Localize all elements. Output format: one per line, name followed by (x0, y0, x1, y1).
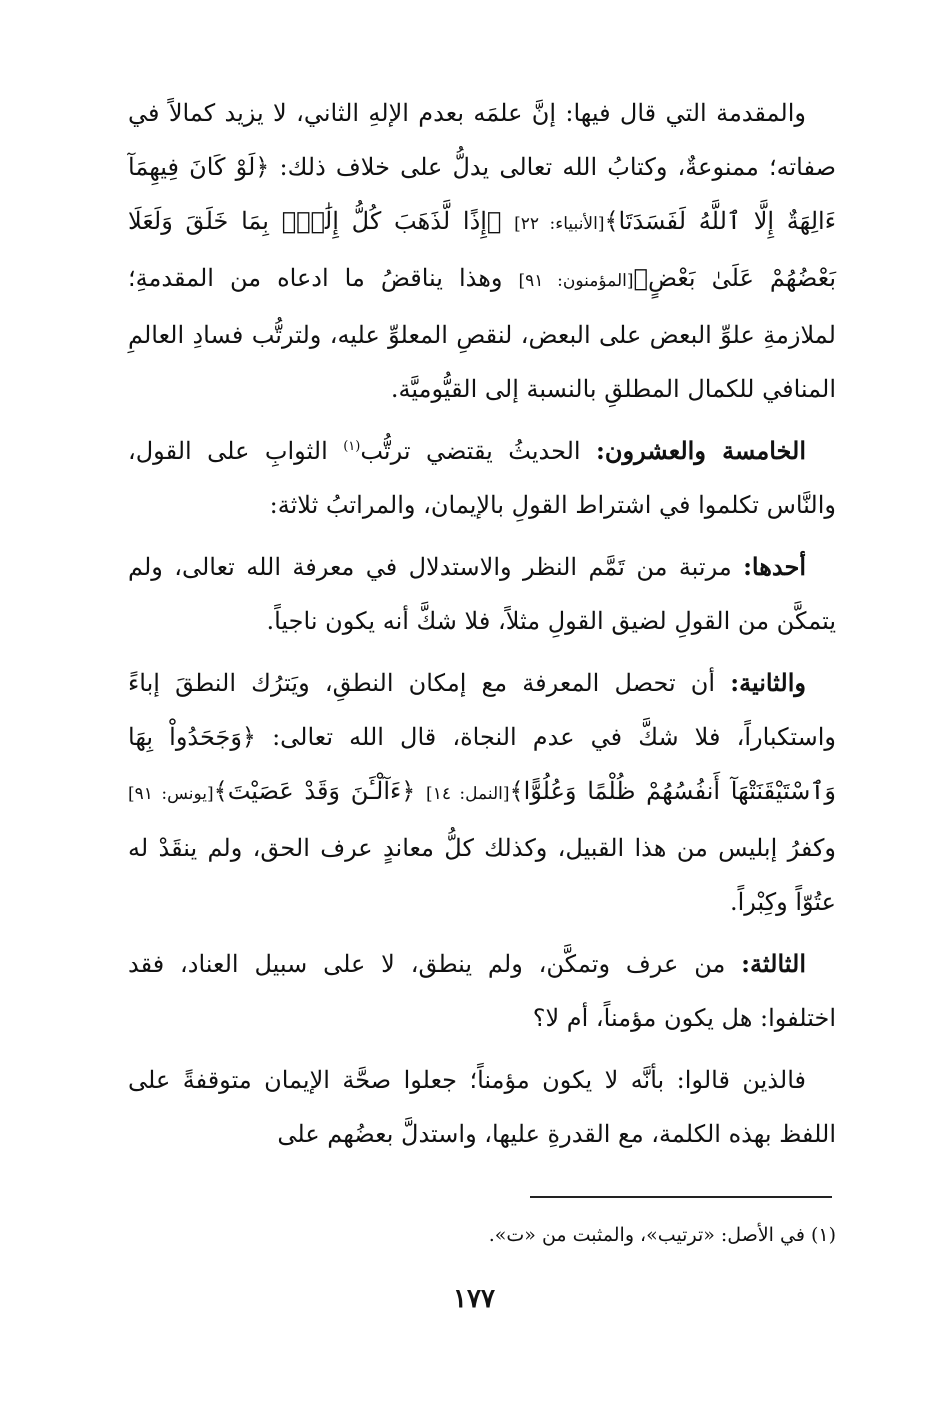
paragraph-third-rank (128, 937, 836, 1045)
verse-reference: [النمل: ١٤] (426, 784, 510, 804)
text-segment: من عرف وتمكَّن، ولم ينطق، لا على سبيل العناد، فقد اختلفوا: هل يكون مؤمناً، أم لا؟ (128, 950, 836, 1032)
paragraph-second-rank (128, 656, 836, 929)
text-segment: وهذا يناقضُ ما ادعاه من المقدمةِ؛ لملازمةِ علوِّ البعض على البعض، لنقصِ المعلوِّ عليه، ولترتُّب فسادِ العالمِ المنافي للكمال المطلقِ بالنسبة إلى القيُّوميَّة. (128, 264, 836, 403)
quran-verse: ﴿لَوْ كَانَ فِيهِمَآ ءَالِهَةٌ إِلَّا ٱللَّهُ لَفَسَدَتَا﴾ (128, 153, 836, 235)
quran-verse: ﴿ءَآلْـَٔنَ وَقَدْ عَصَيْتَ﴾ (213, 777, 416, 805)
page-number: ١٧٧ (453, 1284, 495, 1314)
quran-verse: ﴿إِذًا لَّذَهَبَ كُلُّ إِلَٰهِۭ بِمَا خَلَقَ وَلَعَلَا بَعْضُهُمْ عَلَىٰ بَعْضٍ﴾ (128, 207, 836, 292)
text-segment: والمقدمة التي قال فيها: إنَّ علمَه بعدم الإلهِ الثاني، لا يزيد كمالاً في صفاته؛ ممنوعةٌ، وكتابُ الله تعالى يدلُّ على خلاف ذلك: (128, 99, 836, 181)
footnote-divider (530, 1196, 832, 1198)
text-segment (501, 207, 514, 235)
text-segment: الحديثُ يقتضي ترتُّب (360, 437, 597, 465)
text-segment: وكفرُ إبليس من هذا القبيل، وكذلك كلُّ معاندٍ عرف الحق، ولم ينقَدْ له عتُوّاً وكِبْراً. (128, 834, 836, 916)
footnote: (١) في الأصل: «ترتيب»، والمثبت من «ت». (488, 1224, 836, 1246)
text-segment (415, 777, 426, 805)
verse-reference: [يونس: ٩١] (128, 784, 214, 804)
text-segment: مرتبة من تَمَّم النظر والاستدلال في معرفة الله تعالى، ولم يتمكَّن من القولِ لضيق القولِ مثلاً، فلا شكَّ أنه يكون ناجياً. (128, 553, 836, 635)
text-segment: فالذين قالوا: بأنَّه لا يكون مؤمناً؛ جعلوا صحَّة الإيمان متوقفةً على اللفظ بهذه الكلمة، مع القدرةِ عليها، واستدلَّ بعضُهم على (128, 1066, 836, 1148)
quran-verse: ﴿وَجَحَدُواْ بِهَا وَٱسْتَيْقَنَتْهَآ أَنفُسُهُمْ ظُلْمًا وَعُلُوًّا﴾ (128, 723, 836, 805)
text-segment: الثوابِ على القول، والنَّاس تكلموا في اشتراط القولِ بالإيمان، والمراتبُ ثلاثة: (128, 437, 836, 519)
footnote-marker[interactable]: (١) (343, 439, 361, 454)
paragraph-heading: والثانية: (730, 668, 806, 697)
paragraph-heading: الثالثة: (741, 949, 806, 978)
text-segment: أن تحصل المعرفة مع إمكان النطقِ، ويَترُك النطقَ إباءً واستكباراً، فلا شكَّ في عدم النجاة، قال الله تعالى: (128, 669, 836, 751)
main-text (128, 86, 836, 1169)
verse-reference: [الأنبياء: ٢٢] (514, 214, 605, 234)
paragraph-first-rank (128, 540, 836, 648)
paragraph-introduction-premise (128, 86, 836, 416)
verse-reference: [المؤمنون: ٩١] (518, 271, 634, 291)
paragraph-twenty-fifth (128, 424, 836, 532)
paragraph-heading: الخامسة والعشرون: (596, 436, 806, 465)
paragraph-heading: أحدها: (743, 552, 806, 581)
paragraph-those-who-said (128, 1053, 836, 1161)
